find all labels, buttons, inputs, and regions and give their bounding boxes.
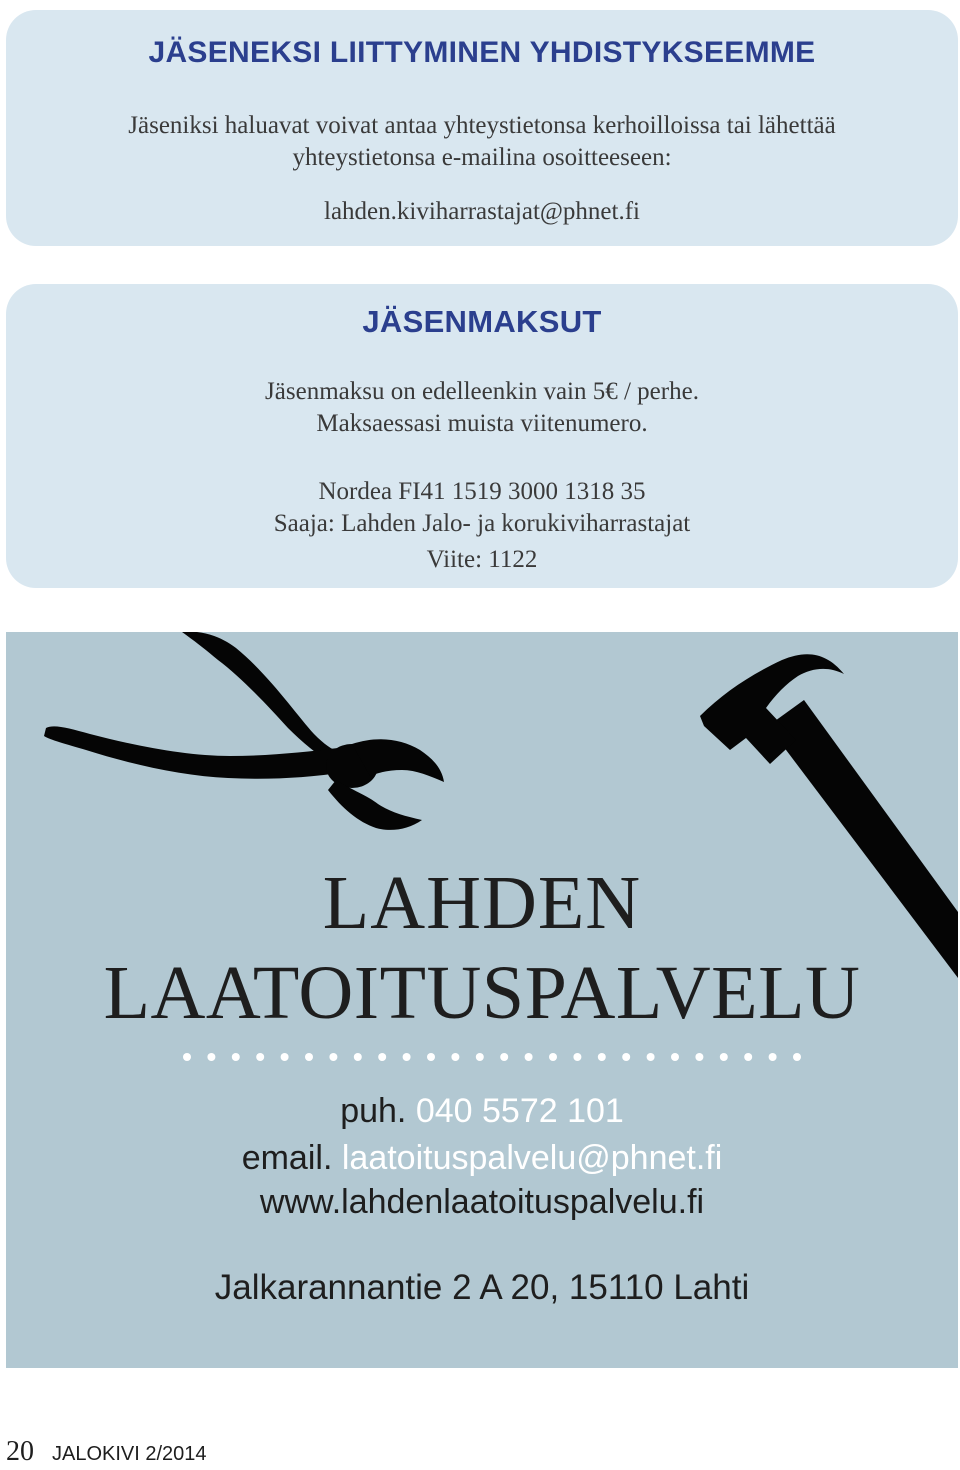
fees-recipient: Saaja: Lahden Jalo- ja korukiviharrastajat	[273, 510, 691, 537]
divider-dot	[427, 1053, 435, 1061]
divider-dot	[305, 1053, 313, 1061]
divider-dot	[671, 1053, 679, 1061]
divider-dot	[451, 1053, 459, 1061]
magazine-name: JALOKIVI 2/2014	[52, 1443, 207, 1465]
divider-dot	[354, 1053, 362, 1061]
membership-text-line-2: yhteystietonsa e-mailina osoitteeseen:	[292, 144, 672, 171]
ad-address: Jalkarannantie 2 A 20, 15110 Lahti	[214, 1268, 750, 1307]
divider-dot	[525, 1053, 533, 1061]
pliers-icon	[44, 632, 444, 830]
fees-bank-account: Nordea FI41 1519 3000 1318 35	[318, 478, 646, 505]
dotted-divider	[182, 1050, 802, 1064]
divider-dot	[256, 1053, 264, 1061]
divider-dot	[329, 1053, 337, 1061]
divider-dot	[183, 1053, 191, 1061]
divider-dot	[476, 1053, 484, 1061]
page-footer	[6, 1436, 207, 1468]
fees-text-line-1: Jäsenmaksu on edelleenkin vain 5€ / perhe.	[265, 378, 699, 405]
ad-email	[6, 1139, 958, 1178]
page-number: 20	[6, 1436, 34, 1467]
divider-dot	[403, 1053, 411, 1061]
ad-phone	[6, 1092, 958, 1131]
email-value: laatoituspalvelu@phnet.fi	[341, 1139, 723, 1177]
divider-dot	[793, 1053, 801, 1061]
divider-dot	[695, 1053, 703, 1061]
email-label: email.	[241, 1139, 333, 1177]
company-name-line-2: LAATOITUSPALVELU	[103, 951, 861, 1035]
divider-dot	[573, 1053, 581, 1061]
phone-value: 040 5572 101	[415, 1092, 624, 1130]
membership-heading: JÄSENEKSI LIITTYMINEN YHDISTYKSEEMME	[148, 36, 816, 69]
divider-dot	[500, 1053, 508, 1061]
advertisement	[6, 632, 958, 1368]
divider-dot	[647, 1053, 655, 1061]
divider-dot	[549, 1053, 557, 1061]
divider-dot	[378, 1053, 386, 1061]
divider-dot	[622, 1053, 630, 1061]
divider-dot	[207, 1053, 215, 1061]
fees-reference: Viite: 1122	[426, 546, 538, 573]
divider-dot	[769, 1053, 777, 1061]
membership-box	[6, 10, 958, 246]
membership-text-line-1: Jäseniksi haluavat voivat antaa yhteystietonsa kerhoilloissa tai lähettää	[128, 112, 836, 139]
membership-email: lahden.kiviharrastajat@phnet.fi	[324, 198, 640, 225]
divider-dot	[744, 1053, 752, 1061]
divider-dot	[720, 1053, 728, 1061]
fees-box	[6, 284, 958, 588]
divider-dot	[598, 1053, 606, 1061]
fees-heading: JÄSENMAKSUT	[362, 304, 602, 339]
company-name-line-1: LAHDEN	[322, 861, 642, 945]
fees-text-line-2: Maksaessasi muista viitenumero.	[316, 410, 648, 437]
ad-website: www.lahdenlaatoituspalvelu.fi	[259, 1183, 705, 1221]
phone-label: puh.	[340, 1092, 407, 1130]
divider-dot	[232, 1053, 240, 1061]
divider-dot	[281, 1053, 289, 1061]
